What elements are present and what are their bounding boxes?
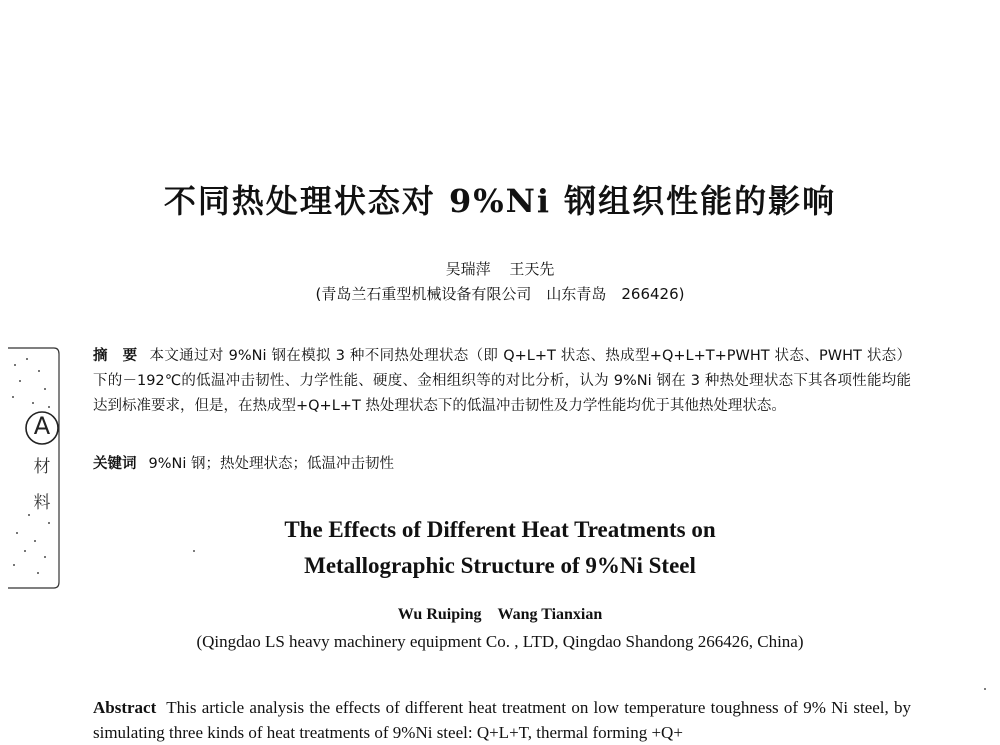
authors-en <box>0 606 1000 624</box>
affiliation-en: (Qingdao LS heavy machinery equipment Co. , LTD, Qingdao Shandong 266426, China) <box>196 632 804 651</box>
paper-title-cn: 不同热处理状态对 9%Ni 钢组织性能的影响 <box>163 182 837 220</box>
paper-title-en-line2: Metallographic Structure of 9%Ni Steel <box>304 553 696 578</box>
author-cn-1: 吴瑞萍 <box>445 260 491 278</box>
author-cn-2: 王天先 <box>509 260 555 278</box>
abstract-en-label: Abstract <box>93 698 157 717</box>
stamp-letter: A <box>33 412 51 440</box>
author-en-2: Wang Tianxian <box>497 606 603 623</box>
scan-speck <box>984 688 986 690</box>
keywords-cn <box>93 452 911 473</box>
affiliation-cn: (青岛兰石重型机械设备有限公司 山东青岛 266426) <box>315 285 685 303</box>
abstract-en <box>93 695 911 745</box>
author-en-1: Wu Ruiping <box>397 606 482 623</box>
abstract-cn-label: 摘 要 <box>93 348 138 364</box>
keywords-cn-label: 关键词 <box>93 456 137 472</box>
abstract-cn-text: 本文通过对 9%Ni 钢在模拟 3 种不同热处理状态（即 Q+L+T 状态、热成型+Q+L+T+PWHT 状态、PWHT 状态）下的－192℃的低温冲击韧性、力学性能、硬度、金相组织等的对比分析，认为 9%Ni 钢在 3 种热处理状态下其各项性能均能达到标准要求，但是，在热成型+Q+L+T 热处理状态下的低温冲击韧性及力学性能均优于其他热处理状态。 <box>93 348 911 414</box>
paper-title-en-line1: The Effects of Different Heat Treatments on <box>284 517 716 542</box>
stamp-char-1: 材 <box>33 457 51 477</box>
abstract-en-text: This article analysis the effects of different heat treatment on low temperature toughness of 9% Ni steel, by simulating three kinds of heat treatments of 9%Ni steel: Q+L+T, thermal forming +Q+ <box>93 698 911 742</box>
authors-cn <box>0 258 1000 279</box>
stamp-char-2: 料 <box>33 493 51 513</box>
abstract-cn <box>93 344 911 419</box>
paper-title-en <box>0 512 1000 584</box>
keywords-cn-text: 9%Ni 钢；热处理状态；低温冲击韧性 <box>148 456 394 472</box>
